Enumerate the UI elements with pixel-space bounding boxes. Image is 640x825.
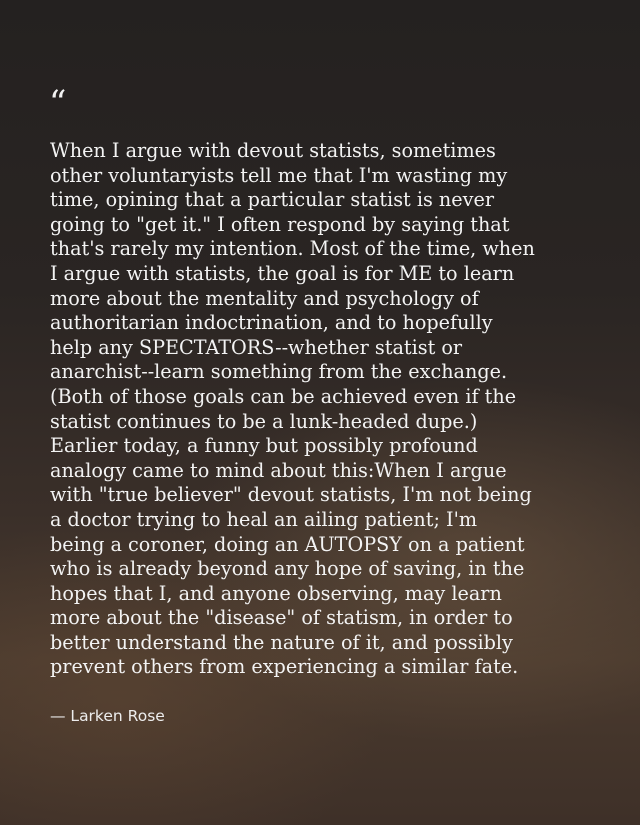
quote-mark: “ <box>49 83 67 123</box>
quote-attribution: — Larken Rose <box>50 707 165 725</box>
quote-text: When I argue with devout statists, sometimes other voluntaryists tell me that I'm wasting my time, opining that a particular statist is never going to "get it." I often respond by saying that that's rarely my intention. Most of the time, when I argue with statists, the goal is for ME to learn more about the mentality and psychology of authoritarian indoctrination, and to hopefully help any SPECTATORS--whether statist or anarchist--learn something from the exchange. (Both of those goals can be achieved even if the statist continues to be a lunk-headed dupe.) Earlier today, a funny but possibly profound analogy came to mind about this:When I argue with "true believer" devout statists, I'm not being a doctor trying to heal an ailing patient; I'm being a coroner, doing an AUTOPSY on a patient who is already beyond any hope of saving, in the hopes that I, and anyone observing, may learn more about the "disease" of statism, in order to better understand the nature of it, and possibly prevent others from experiencing a similar fate. <box>50 139 535 679</box>
